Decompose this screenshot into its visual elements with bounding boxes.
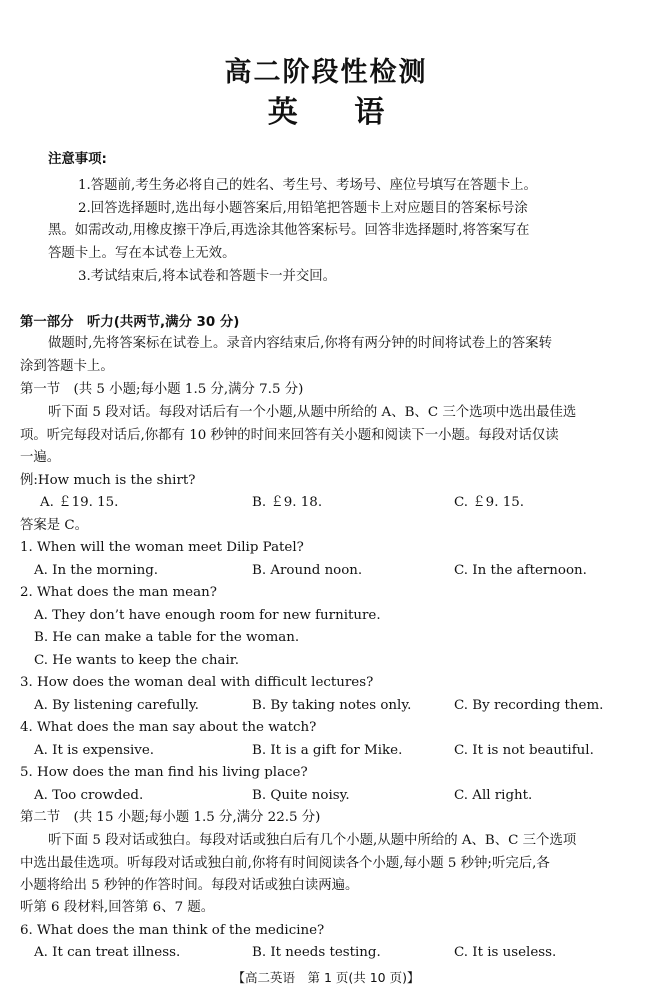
q2-option-b: B. He can make a table for the woman. — [34, 630, 300, 645]
q1-option-a: A. In the morning. — [34, 563, 159, 578]
q6-option-c: C. It is useless. — [454, 945, 557, 960]
notes-item: 黑。如需改动,用橡皮擦干净后,再选涂其他答案标号。回答非选择题时,将答案写在 — [48, 223, 530, 238]
q5-option-b: B. Quite noisy. — [252, 788, 350, 803]
question-1: 1. When will the woman meet Dilip Patel? — [20, 540, 304, 555]
example-option-a: A. ￡19. 15. — [40, 495, 119, 510]
q2-option-a: A. They don’t have enough room for new furniture. — [34, 608, 381, 623]
material-instruction: 听第 6 段材料,回答第 6、7 题。 — [20, 900, 215, 915]
q1-option-b: B. Around noon. — [252, 563, 363, 578]
notes-item: 答题卡上。写在本试卷上无效。 — [48, 246, 236, 261]
example-answer: 答案是 C。 — [20, 518, 89, 533]
example-question: 例:How much is the shirt? — [20, 473, 196, 488]
section1-intro: 听下面 5 段对话。每段对话后有一个小题,从题中所给的 A、B、C 三个选项中选出最佳选 — [48, 405, 577, 420]
notes-item: 1.答题前,考生务必将自己的姓名、考生号、考场号、座位号填写在答题卡上。 — [78, 178, 537, 193]
section1-intro: 一遍。 — [20, 450, 61, 465]
q2-option-c: C. He wants to keep the chair. — [34, 653, 239, 668]
example-option-b: B. ￡9. 18. — [252, 495, 323, 510]
example-option-c: C. ￡9. 15. — [454, 495, 524, 510]
part1-intro: 做题时,先将答案标在试卷上。录音内容结束后,你将有两分钟的时间将试卷上的答案转 — [48, 336, 552, 351]
section2-intro: 中选出最佳选项。听每段对话或独白前,你将有时间阅读各个小题,每小题 5 秒钟;听完后,各 — [20, 856, 550, 871]
exam-subject: 英 语 — [267, 95, 385, 130]
q4-option-a: A. It is expensive. — [34, 743, 155, 758]
q3-option-c: C. By recording them. — [454, 698, 604, 713]
q5-option-a: A. Too crowded. — [34, 788, 144, 803]
section2-intro: 听下面 5 段对话或独白。每段对话或独白后有几个小题,从题中所给的 A、B、C 三个选项 — [48, 833, 577, 848]
page-footer: 【高二英语 第 1 页(共 10 页)】 — [232, 970, 420, 985]
q4-option-b: B. It is a gift for Mike. — [252, 743, 403, 758]
question-3: 3. How does the woman deal with difficult lectures? — [20, 675, 374, 690]
notes-heading: 注意事项: — [48, 152, 107, 167]
section1-heading: 第一节 (共 5 小题;每小题 1.5 分,满分 7.5 分) — [20, 382, 304, 397]
q4-option-c: C. It is not beautiful. — [454, 743, 594, 758]
notes-item: 2.回答选择题时,选出每小题答案后,用铅笔把答题卡上对应题目的答案标号涂 — [78, 201, 528, 216]
question-5: 5. How does the man find his living place? — [20, 765, 308, 780]
q6-option-a: A. It can treat illness. — [34, 945, 181, 960]
notes-item: 3.考试结束后,将本试卷和答题卡一并交回。 — [78, 269, 337, 284]
q3-option-a: A. By listening carefully. — [34, 698, 199, 713]
q3-option-b: B. By taking notes only. — [252, 698, 412, 713]
question-6: 6. What does the man think of the medicine? — [20, 923, 325, 938]
q5-option-c: C. All right. — [454, 788, 533, 803]
section2-intro: 小题将给出 5 秒钟的作答时间。每段对话或独白读两遍。 — [20, 878, 359, 893]
part1-intro: 涂到答题卡上。 — [20, 359, 114, 374]
question-2: 2. What does the man mean? — [20, 585, 217, 600]
q1-option-c: C. In the afternoon. — [454, 563, 587, 578]
question-4: 4. What does the man say about the watch? — [20, 720, 317, 735]
part1-heading: 第一部分 听力(共两节,满分 30 分) — [20, 315, 240, 330]
section2-heading: 第二节 (共 15 小题;每小题 1.5 分,满分 22.5 分) — [20, 810, 321, 825]
q6-option-b: B. It needs testing. — [252, 945, 381, 960]
section1-intro: 项。听完每段对话后,你都有 10 秒钟的时间来回答有关小题和阅读下一小题。每段对话仅读 — [20, 428, 559, 443]
exam-title: 高二阶段性检测 — [224, 57, 428, 88]
